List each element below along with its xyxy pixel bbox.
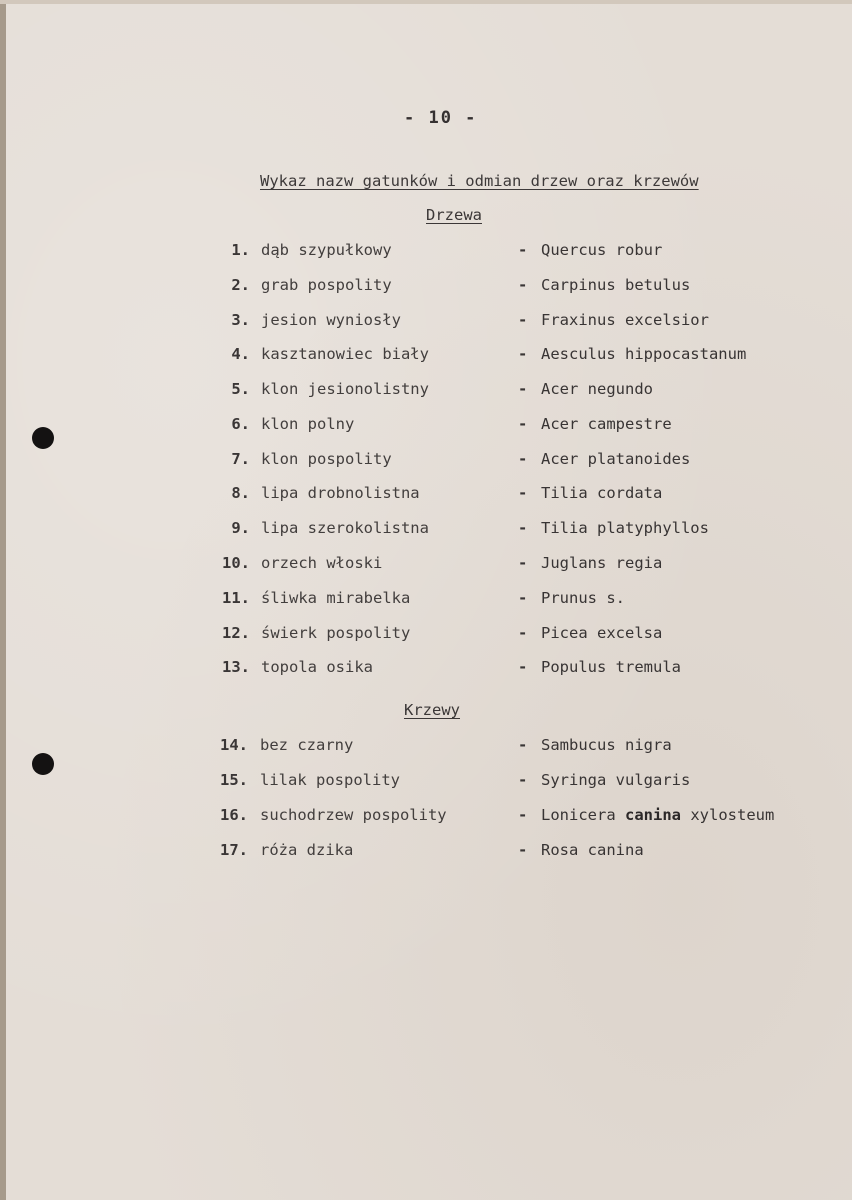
list-item <box>0 624 852 648</box>
latin-name-part: Lonicera <box>541 806 616 824</box>
separator-dash: - <box>518 658 528 676</box>
polish-name: śliwka mirabelka <box>261 589 411 607</box>
separator-dash: - <box>518 519 528 537</box>
list-item <box>0 450 852 474</box>
section-heading-shrubs: Krzewy <box>404 701 460 719</box>
polish-name: róża dzika <box>260 841 354 859</box>
separator-dash: - <box>518 450 528 468</box>
document-title: Wykaz nazw gatunków i odmian drzew oraz krzewów <box>260 172 699 190</box>
list-item <box>0 415 852 439</box>
item-number: 16. <box>220 806 248 824</box>
polish-name: grab pospolity <box>261 276 392 294</box>
item-number: 7. <box>231 450 250 468</box>
separator-dash: - <box>518 276 528 294</box>
item-number: 4. <box>231 345 250 363</box>
separator-dash: - <box>518 415 528 433</box>
latin-name: Quercus robur <box>541 241 663 259</box>
latin-name: Syringa vulgaris <box>541 771 691 789</box>
item-number: 3. <box>231 311 250 329</box>
item-number: 12. <box>222 624 250 642</box>
item-number: 9. <box>231 519 250 537</box>
item-number: 6. <box>231 415 250 433</box>
latin-name: Tilia cordata <box>541 484 663 502</box>
polish-name: klon polny <box>261 415 355 433</box>
item-number: 8. <box>231 484 250 502</box>
list-item <box>0 519 852 543</box>
separator-dash: - <box>518 624 528 642</box>
list-item <box>0 276 852 300</box>
latin-name: Aesculus hippocastanum <box>541 345 747 363</box>
item-number: 17. <box>220 841 248 859</box>
separator-dash: - <box>518 380 528 398</box>
item-number: 11. <box>222 589 250 607</box>
separator-dash: - <box>518 771 528 789</box>
polish-name: lilak pospolity <box>260 771 400 789</box>
latin-name <box>541 806 774 824</box>
item-number: 14. <box>220 736 248 754</box>
polish-name: dąb szypułkowy <box>261 241 392 259</box>
latin-name: Tilia platyphyllos <box>541 519 709 537</box>
list-item <box>0 484 852 508</box>
latin-name: Fraxinus excelsior <box>541 311 709 329</box>
separator-dash: - <box>518 589 528 607</box>
overtyped-word: canina <box>625 806 681 824</box>
list-item <box>0 311 852 335</box>
polish-name: lipa drobnolistna <box>261 484 420 502</box>
separator-dash: - <box>518 311 528 329</box>
separator-dash: - <box>518 241 528 259</box>
list-item <box>0 736 852 760</box>
latin-name: Sambucus nigra <box>541 736 672 754</box>
latin-name-part: xylosteum <box>690 806 775 824</box>
separator-dash: - <box>518 736 528 754</box>
page-top-edge <box>0 0 852 4</box>
item-number: 2. <box>231 276 250 294</box>
separator-dash: - <box>518 484 528 502</box>
polish-name: suchodrzew pospolity <box>260 806 447 824</box>
list-item <box>0 806 852 830</box>
separator-dash: - <box>518 554 528 572</box>
polish-name: klon pospolity <box>261 450 392 468</box>
polish-name: orzech włoski <box>261 554 383 572</box>
separator-dash: - <box>518 345 528 363</box>
latin-name: Acer campestre <box>541 415 672 433</box>
list-item <box>0 380 852 404</box>
latin-name: Rosa canina <box>541 841 644 859</box>
section-heading-trees: Drzewa <box>426 206 482 224</box>
item-number: 13. <box>222 658 250 676</box>
separator-dash: - <box>518 806 528 824</box>
latin-name: Acer negundo <box>541 380 653 398</box>
latin-name: Populus tremula <box>541 658 681 676</box>
page-number: - 10 - <box>404 108 478 128</box>
item-number: 10. <box>222 554 250 572</box>
latin-name: Prunus s. <box>541 589 625 607</box>
polish-name: kasztanowiec biały <box>261 345 429 363</box>
latin-name: Carpinus betulus <box>541 276 691 294</box>
list-item <box>0 589 852 613</box>
latin-name: Juglans regia <box>541 554 663 572</box>
latin-name: Acer platanoides <box>541 450 691 468</box>
separator-dash: - <box>518 841 528 859</box>
polish-name: jesion wyniosły <box>261 311 401 329</box>
list-item <box>0 841 852 865</box>
item-number: 15. <box>220 771 248 789</box>
list-item <box>0 241 852 265</box>
polish-name: bez czarny <box>260 736 354 754</box>
polish-name: lipa szerokolistna <box>261 519 429 537</box>
list-item <box>0 345 852 369</box>
item-number: 5. <box>231 380 250 398</box>
polish-name: topola osika <box>261 658 373 676</box>
list-item <box>0 554 852 578</box>
list-item <box>0 771 852 795</box>
latin-name: Picea excelsa <box>541 624 663 642</box>
polish-name: klon jesionolistny <box>261 380 429 398</box>
polish-name: świerk pospolity <box>261 624 411 642</box>
list-item <box>0 658 852 682</box>
item-number: 1. <box>231 241 250 259</box>
